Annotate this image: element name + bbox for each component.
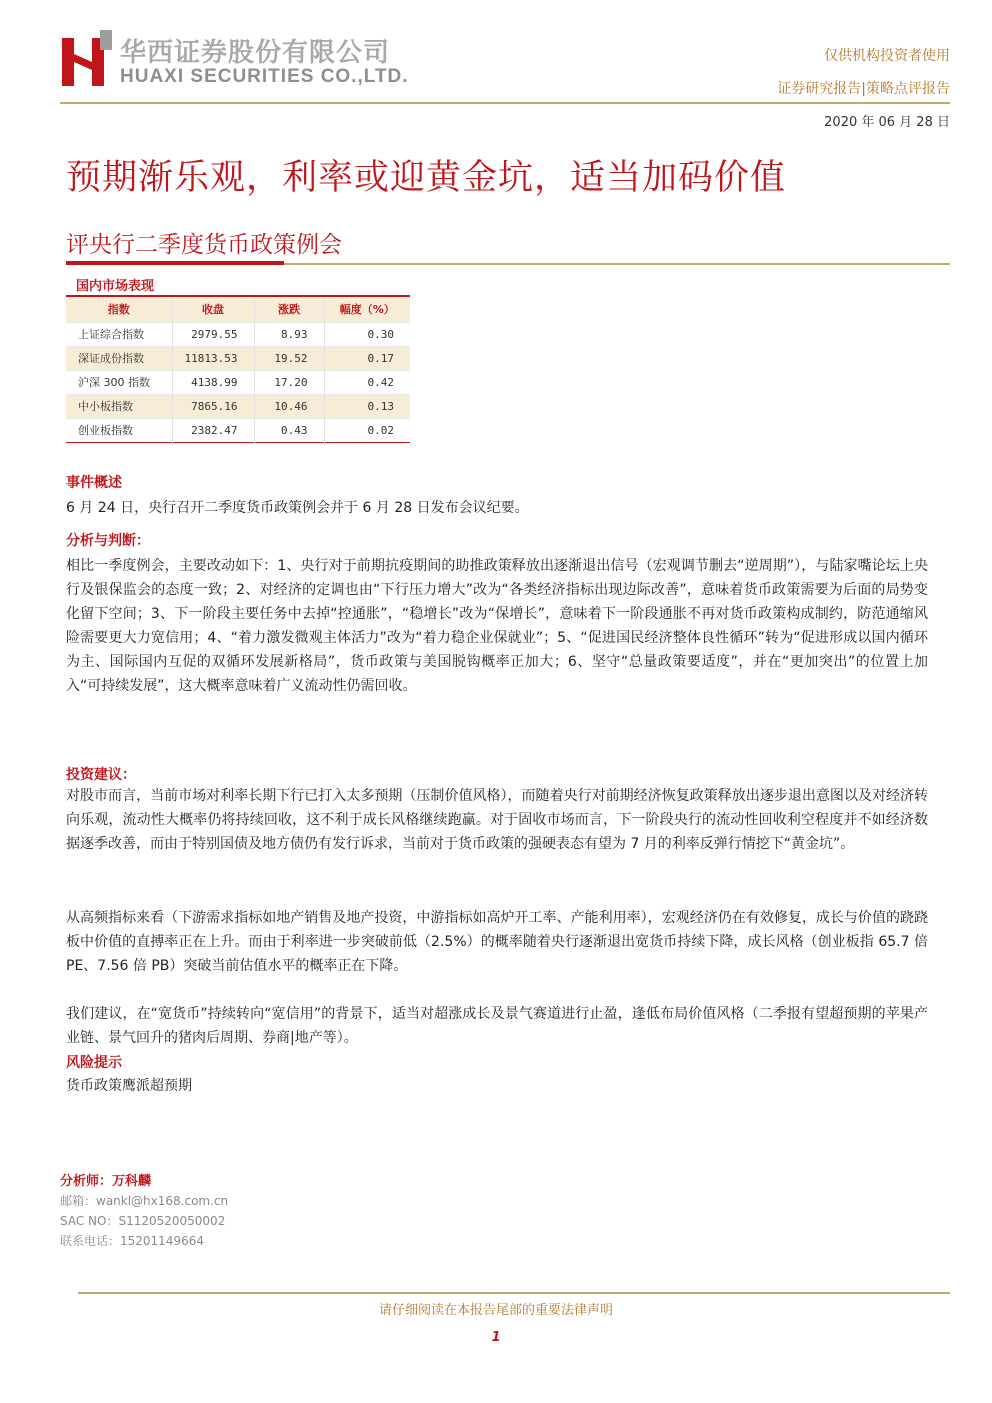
subtitle-underline-red: [66, 261, 284, 265]
report-date: 2020 年 06 月 28 日: [824, 115, 950, 130]
report-subtitle: 评央行二季度货币政策例会: [66, 232, 342, 258]
analysis-heading: 分析与判断：: [66, 533, 150, 549]
table-header-row: [66, 296, 410, 322]
legal-notice: 请仔细阅读在本报告尾部的重要法律声明: [378, 1303, 613, 1318]
cell-change: 8.93: [254, 322, 324, 346]
company-logo: [62, 30, 112, 86]
col-header-pct: 幅度（%）: [324, 296, 410, 322]
cell-close: 11813.53: [172, 346, 254, 370]
table-row: [66, 322, 410, 346]
event-text: 6 月 24 日，央行召开二季度货币政策例会并于 6 月 28 日发布会议纪要。: [66, 500, 529, 516]
analysis-text: 相比一季度例会，主要改动如下：1、央行对于前期抗疫期间的助推政策释放出逐渐退出信号（宏观调节删去“逆周期”），与陆家嘴论坛上央行及银保监会的态度一致；2、对经济的定调也由“下行压力增大”改为“各类经济指标出现边际改善”，意味着货币政策需要为后面的局势变化留下空间；3、下一阶段主要任务中去掉“控通胀”，“稳增长”改为“保增长”，意味着下一阶段通胀不再对货币政策构成制约，防范通缩风险需要更大力宽信用；4、“着力激发微观主体活力”改为“着力稳企业保就业”；5、“促进国民经济整体良性循环”转为“促进形成以国内循环为主、国际国内互促的双循环发展新格局”，货币政策与美国脱钩概率正加大；6、坚守“总量政策要适度”，并在“更加突出”的位置上加入“可持续发展”，这大概率意味着广义流动性仍需回收。: [66, 558, 928, 694]
event-heading: 事件概述: [66, 475, 122, 491]
cell-change: 10.46: [254, 394, 324, 418]
col-header-close: 收盘: [172, 296, 254, 322]
market-table: [66, 295, 410, 443]
cell-index-name: 深证成份指数: [66, 346, 172, 370]
footer-divider: [78, 1292, 950, 1294]
cell-change: 0.43: [254, 418, 324, 442]
cell-close: 4138.99: [172, 370, 254, 394]
cell-index-name: 中小板指数: [66, 394, 172, 418]
cell-pct: 0.13: [324, 394, 410, 418]
table-row: [66, 346, 410, 370]
risk-heading: 风险提示: [66, 1055, 122, 1071]
advice-heading: 投资建议：: [66, 767, 136, 783]
analyst-name: 分析师：万科麟: [60, 1174, 152, 1189]
market-table-title: 国内市场表现: [76, 279, 155, 294]
table-row: [66, 394, 410, 418]
cell-change: 17.20: [254, 370, 324, 394]
cell-pct: 0.17: [324, 346, 410, 370]
page-number: 1: [491, 1330, 501, 1345]
cell-close: 2382.47: [172, 418, 254, 442]
table-row: [66, 418, 410, 442]
advice-paragraph-1: 对股市而言，当前市场对利率长期下行已打入太多预期（压制价值风格），而随着央行对前期经济恢复政策释放出逐步退出意图以及对经济转向乐观，流动性大概率仍将持续回收，这不利于成长风格继续跑赢。对于固收市场而言，下一阶段央行的流动性回收利空程度并不如经济数据逐季改善，而由于特别国债及地方债仍有发行诉求，当前对于货币政策的强硬表态有望为 7 月的利率反弹行情挖下“黄金坑”。: [66, 788, 928, 852]
advice-paragraph-2: 从高频指标来看（下游需求指标如地产销售及地产投资，中游指标如高炉开工率、产能利用率），宏观经济仍在有效修复，成长与价值的跷跷板中价值的直搏率正在上升。而由于利率进一步突破前低（2.5%）的概率随着央行逐渐退出宽货币持续下降，成长风格（创业板指 65.7 倍 PE、7.56 倍 PB）突破当前估值水平的概率正在下降。: [66, 910, 928, 974]
cell-close: 2979.55: [172, 322, 254, 346]
company-name-cn: 华西证券股份有限公司: [120, 38, 391, 68]
report-type: 证券研究报告|策略点评报告: [777, 81, 950, 97]
analyst-sac: SAC NO：S1120520050002: [60, 1214, 226, 1228]
advice-paragraph-3: 我们建议，在“宽货币”持续转向“宽信用”的背景下，适当对超涨成长及景气赛道进行止盈，逢低布局价值风格（二季报有望超预期的苹果产业链、景气回升的猪肉后周期、券商|地产等）。: [66, 1006, 928, 1046]
col-header-index: 指数: [66, 296, 172, 322]
header-divider: [60, 102, 950, 104]
analyst-phone: 联系电话：15201149664: [60, 1234, 204, 1248]
cell-index-name: 创业板指数: [66, 418, 172, 442]
col-header-change: 涨跌: [254, 296, 324, 322]
analyst-email: 邮箱：wankl@hx168.com.cn: [60, 1194, 229, 1208]
report-title: 预期渐乐观，利率或迎黄金坑，适当加码价值: [66, 158, 787, 198]
cell-pct: 0.42: [324, 370, 410, 394]
cell-pct: 0.30: [324, 322, 410, 346]
company-name-en: HUAXI SECURITIES CO.,LTD.: [120, 66, 409, 87]
table-row: [66, 370, 410, 394]
cell-index-name: 沪深 300 指数: [66, 370, 172, 394]
cell-close: 7865.16: [172, 394, 254, 418]
risk-text: 货币政策鹰派超预期: [66, 1078, 192, 1094]
cell-index-name: 上证综合指数: [66, 322, 172, 346]
cell-change: 19.52: [254, 346, 324, 370]
audience-note: 仅供机构投资者使用: [824, 48, 950, 64]
subtitle-underline-gold: [284, 263, 950, 265]
cell-pct: 0.02: [324, 418, 410, 442]
